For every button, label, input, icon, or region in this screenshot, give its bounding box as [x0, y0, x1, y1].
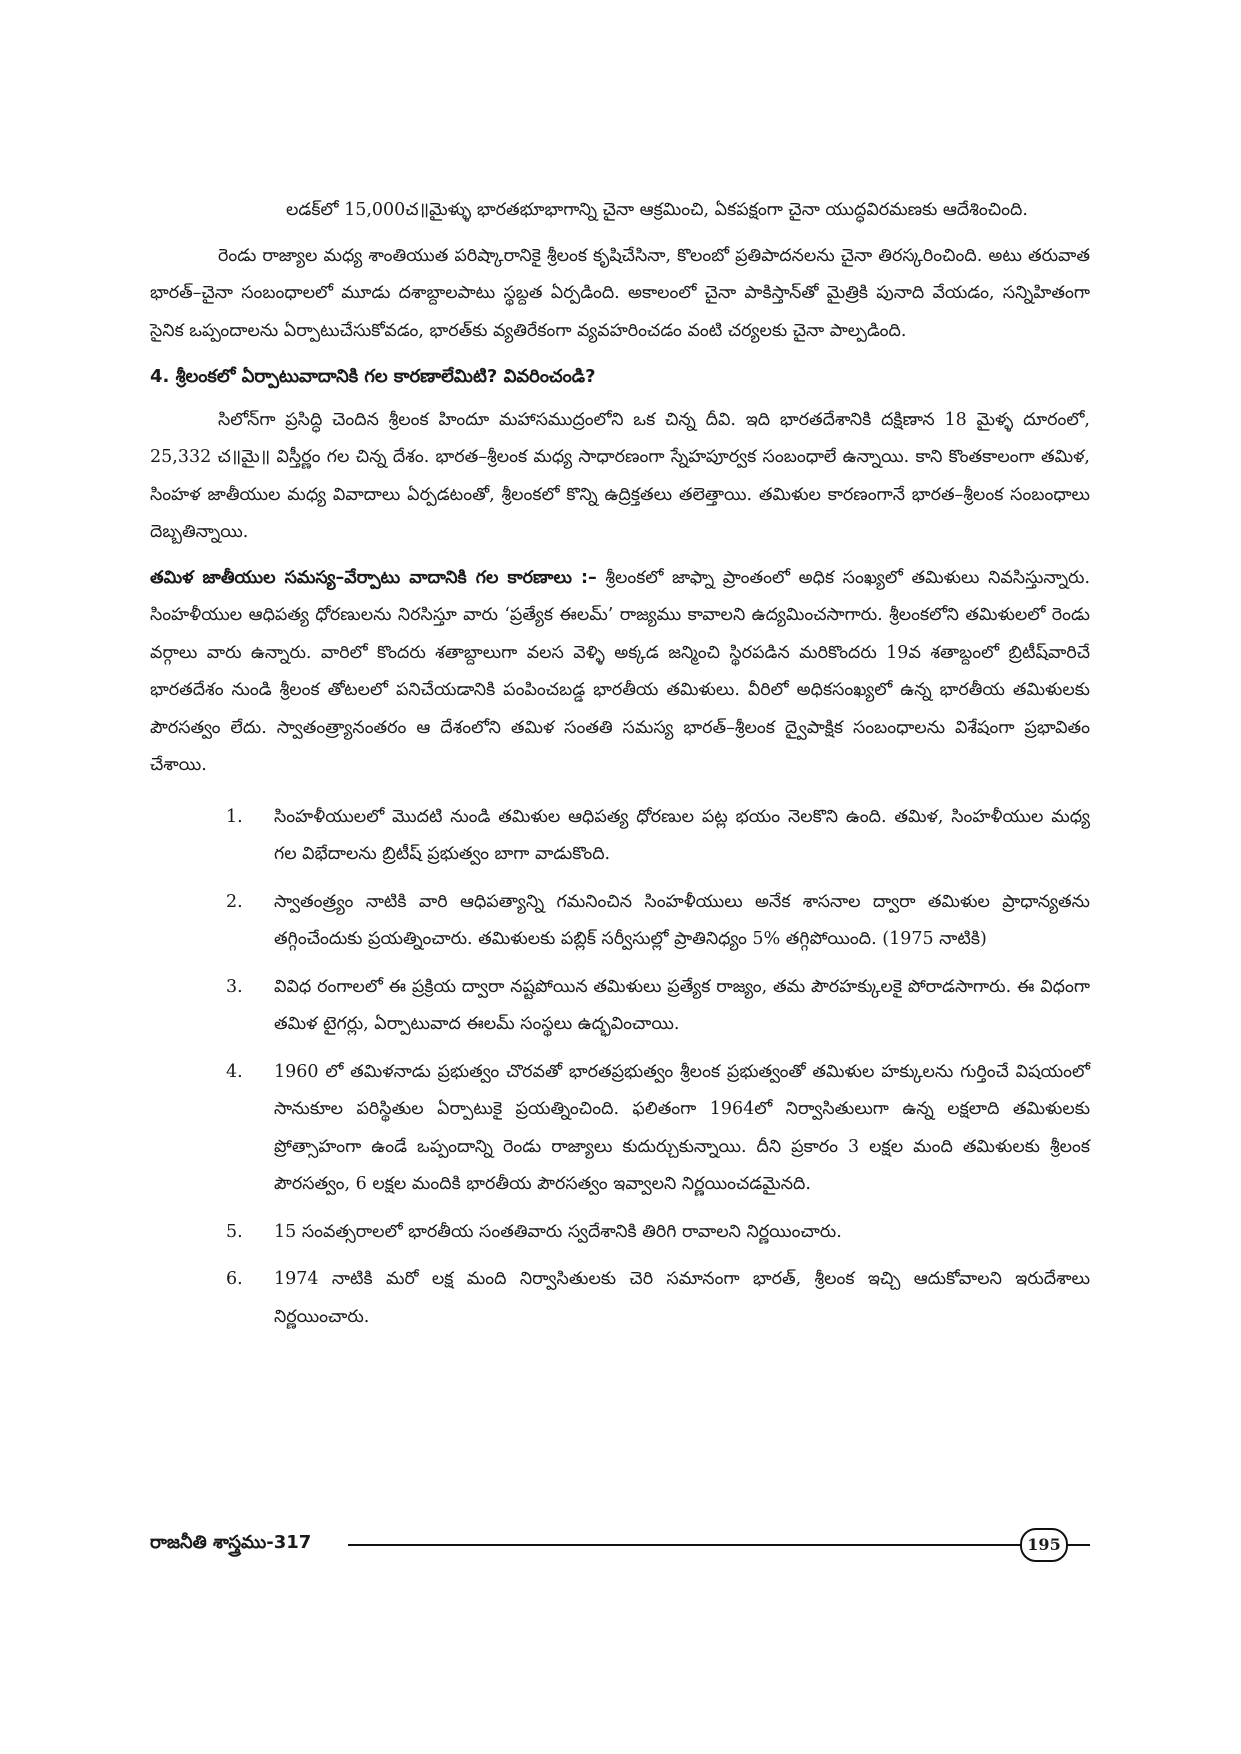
list-item: [150, 1214, 1090, 1252]
page-body: [150, 192, 1090, 1346]
list-item-text: స్వాతంత్ర్యం నాటికి వారి ఆధిపత్యాన్ని గమనించిన సింహళీయులు అనేక శాసనాల ద్వారా తమిళుల ప్రాధాన్యతను తగ్గించేందుకు ప్రయత్నించారు. తమిళులకు పబ్లిక్ సర్వీసుల్లో ప్రాతినిధ్యం 5% తగ్గిపోయింది. (1975 నాటికి): [274, 891, 1090, 949]
list-item-number: 5.: [226, 1221, 243, 1242]
paragraph-colombo-proposals: రెండు రాజ్యాల మధ్య శాంతియుత పరిష్కారానికై శ్రీలంక కృషిచేసినా, కొలంబో ప్రతిపాదనలను చైనా తిరస్కరించింది. అటు తరువాత భారత్–చైనా సంబంధాలలో మూడు దశాబ్దాలపాటు స్థబ్దత ఏర్పడింది. అకాలంలో చైనా పాకిస్తాన్‌తో మైత్రికి పునాది వేయడం, సన్నిహితంగా సైనిక ఒప్పందాలను ఏర్పాటుచేసుకోవడం, భారత్‌కు వ్యతిరేకంగా వ్యవహరించడం వంటి చర్యలకు చైనా పాల్పడింది.: [150, 245, 1090, 341]
list-item: [150, 1261, 1090, 1336]
list-item: [150, 969, 1090, 1044]
paragraph-ceylon: సిలోన్‌గా ప్రసిద్ధి చెందిన శ్రీలంక హిందూ మహాసముద్రంలోని ఒక చిన్న దీవి. ఇది భారతదేశానికి దక్షిణాన 18 మైళ్ళ దూరంలో, 25,332 చ॥మై॥ విస్తీర్ణం గల చిన్న దేశం. భారత–శ్రీలంక మధ్య సాధారణంగా స్నేహపూర్వక సంబంధాలే ఉన్నాయి. కాని కొంతకాలంగా తమిళ, సింహళ జాతీయుల మధ్య వివాదాలు ఏర్పడటంతో, శ్రీలంకలో కొన్ని ఉద్రిక్తతలు తలెత్తాయి. తమిళుల కారణంగానే భారత–శ్రీలంక సంబంధాలు దెబ్బతిన్నాయి.: [150, 409, 1090, 542]
reasons-heading: తమిళ జాతీయుల సమస్య–వేర్పాటు వాదానికి గల కారణాలు :–: [150, 567, 597, 588]
question-heading: 4. శ్రీలంకలో ఏర్పాటువాదానికి గల కారణాలేమిటి? వివరించండి?: [150, 366, 596, 387]
list-item-text: 1974 నాటికి మరో లక్ష మంది నిర్వాసితులకు చెరి సమానంగా భారత్, శ్రీలంక ఇచ్చి ఆదుకోవాలని ఇరుదేశాలు నిర్ణయించారు.: [274, 1269, 1090, 1327]
list-item-text: 15 సంవత్సరాలలో భారతీయ సంతతివారు స్వదేశానికి తిరిగి రావాలని నిర్ణయించారు.: [274, 1221, 842, 1242]
list-item-number: 3.: [226, 976, 243, 997]
footer-title: రాజనీతి శాస్త్రము-317: [150, 1532, 312, 1553]
footer-divider-right: [1068, 1544, 1090, 1546]
footer-divider: [348, 1544, 1022, 1546]
list-item-text: వివిధ రంగాలలో ఈ ప్రక్రియ ద్వారా నష్టపోయిన తమిళులు ప్రత్యేక రాజ్యం, తమ పౌరహక్కులకై పోరాడసాగారు. ఈ విధంగా తమిళ టైగర్లు, ఏర్పాటువాద ఈలమ్ సంస్థలు ఉద్భవించాయి.: [274, 976, 1090, 1034]
page-footer: [150, 1524, 1090, 1564]
page-number: 195: [1020, 1528, 1068, 1562]
list-item: [150, 1054, 1090, 1204]
list-item: [150, 884, 1090, 959]
list-item-number: 1.: [226, 806, 243, 827]
intro-continuation: లడక్‌లో 15,000చ॥మైళ్ళు భారతభూభాగాన్ని చైనా ఆక్రమించి, ఏకపక్షంగా చైనా యుద్ధవిరమణకు ఆదేశించింది.: [286, 200, 1028, 220]
list-item-number: 6.: [226, 1269, 243, 1289]
reasons-text: శ్రీలంకలో జాఫ్నా ప్రాంతంలో అధిక సంఖ్యలో తమిళులు నివసిస్తున్నారు. సింహళీయుల ఆధిపత్య ధోరణులను నిరసిస్తూ వారు ‘ప్రత్యేక ఈలమ్’ రాజ్యము కావాలని ఉద్యమించసాగారు. శ్రీలంకలోని తమిళులలో రెండు వర్గాలు వారు ఉన్నారు. వారిలో కొందరు శతాబ్దాలుగా వలస వెళ్ళి అక్కడ జన్మించి స్థిరపడిన మరికొందరు 19వ శతాబ్దంలో బ్రిటీష్‌వారిచే భారతదేశం నుండి శ్రీలంక తోటలలో పనిచేయడానికి పంపించబడ్డ భారతీయ తమిళులు. వీరిలో అధికసంఖ్యలో ఉన్న భారతీయ తమిళులకు పౌరసత్వం లేదు. స్వాతంత్ర్యానంతరం ఆ దేశంలోని తమిళ సంతతి సమస్య భారత్–శ్రీలంక ద్వైపాక్షిక సంబంధాలను విశేషంగా ప్రభావితం చేశాయి.: [150, 567, 1091, 775]
list-item-number: 2.: [226, 891, 243, 912]
list-item: [150, 799, 1090, 874]
numbered-list: [150, 799, 1090, 1337]
list-item-text: సింహళీయులలో మొదటి నుండి తమిళుల ఆధిపత్య ధోరణుల పట్ల భయం నెలకొని ఉంది. తమిళ, సింహళీయుల మధ్య గల విభేదాలను బ్రిటీష్ ప్రభుత్వం బాగా వాడుకొంది.: [274, 806, 1090, 864]
paragraph-reasons: [150, 560, 1090, 785]
list-item-text: 1960 లో తమిళనాడు ప్రభుత్వం చొరవతో భారతప్రభుత్వం శ్రీలంక ప్రభుత్వంతో తమిళుల హక్కులను గుర్తించే విషయంలో సానుకూల పరిస్థితుల ఏర్పాటుకై ప్రయత్నించింది. ఫలితంగా 1964లో నిర్వాసితులుగా ఉన్న లక్షలాది తమిళులకు ప్రోత్సాహంగా ఉండే ఒప్పందాన్ని రెండు రాజ్యాలు కుదుర్చుకున్నాయి. దీని ప్రకారం 3 లక్షల మంది తమిళులకు శ్రీలంక పౌరసత్వం, 6 లక్షల మందికి భారతీయ పౌరసత్వం ఇవ్వాలని నిర్ణయించడమైనది.: [274, 1061, 1090, 1194]
list-item-number: 4.: [226, 1061, 243, 1082]
